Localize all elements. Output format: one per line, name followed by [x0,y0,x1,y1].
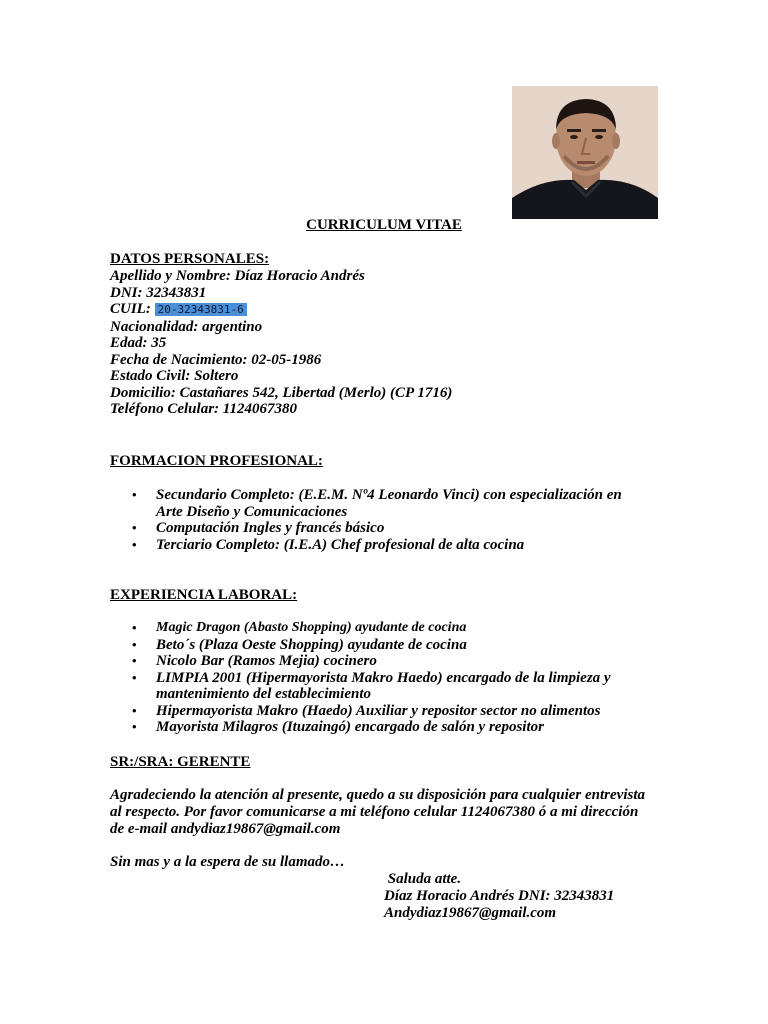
list-item [110,620,650,637]
personal-data-heading: DATOS PERSONALES: [110,251,270,267]
list-item-text: Beto´s (Plaza Oeste Shopping) ayudante de cocina [156,636,467,653]
list-item-text: LIMPIA 2001 (Hipermayorista Makro Haedo) encargado de la limpieza y mantenimiento del establecimiento [156,669,611,702]
list-item-text: Terciario Completo: (I.E.A) Chef profesional de alta cocina [156,536,525,553]
bullet-icon: • [132,620,137,635]
recipient-heading: SR:/SRA: GERENTE [110,754,251,770]
bullet-icon: • [132,636,137,652]
personal-data-list [110,268,452,418]
list-item [110,653,650,670]
closing-paragraph: Agradeciendo la atención al presente, quedo a su disposición para cualquier entrevista al respecto. Por favor comunicarse a mi teléfono celular 1124067380 ó a mi dirección de e-mail andydiaz19867@gmail.com [110,787,646,837]
dni-line: DNI: 32343831 [110,284,207,301]
training-heading: FORMACION PROFESIONAL: [110,453,323,469]
birth-date-line: Fecha de Nacimiento: 02-05-1986 [110,351,322,368]
bullet-icon: • [132,702,137,718]
list-item-text: Hipermayorista Makro (Haedo) Auxiliar y repositor sector no alimentos [156,702,601,719]
bullet-icon: • [132,719,137,734]
experience-heading: EXPERIENCIA LABORAL: [110,587,298,603]
list-item-text: Magic Dragon (Abasto Shopping) ayudante de cocina [156,620,467,635]
age-line: Edad: 35 [110,335,167,351]
bullet-icon: • [132,669,137,685]
list-item-text: Mayorista Milagros (Ituzaingó) encargado de salón y repositor [156,719,544,735]
list-item [110,487,650,520]
list-item [110,703,650,720]
training-list [110,487,650,553]
list-item-text: Nicolo Bar (Ramos Mejia) cocinero [156,653,377,669]
cuil-label: CUIL: [110,301,151,317]
civil-status-line: Estado Civil: Soltero [110,368,239,384]
experience-list [110,620,650,736]
address-line: Domicilio: Castañares 542, Libertad (Merlo) (CP 1716) [110,384,453,401]
bullet-icon: • [132,520,137,535]
bullet-icon: • [132,653,137,668]
signature-email: Andydiaz19867@gmail.com [384,905,557,921]
cuil-line [110,301,452,319]
cuil-value: 20-32343831-6 [155,303,247,316]
list-item [110,637,650,654]
nationality-line: Nacionalidad: argentino [110,318,263,335]
list-item [110,670,650,703]
waiting-line: Sin mas y a la espera de su llamado… [110,854,346,870]
profile-photo [512,86,658,219]
list-item [110,520,650,537]
phone-line: Teléfono Celular: 1124067380 [110,401,297,417]
greeting-line: Saluda atte. [384,871,462,887]
list-item-text: Computación Ingles y francés básico [156,520,385,536]
document-title: CURRICULUM VITAE [306,217,462,233]
signature-block [384,871,614,922]
list-item [110,719,650,736]
list-item-text: Secundario Completo: (E.E.M. Nº4 Leonardo Vinci) con especialización en Arte Diseño y Comunicaciones [156,487,622,520]
full-name-line: Apellido y Nombre: Díaz Horacio Andrés [110,268,365,284]
bullet-icon: • [132,536,137,552]
bullet-icon: • [132,487,137,502]
portrait-image [512,86,658,219]
signature-line: Díaz Horacio Andrés DNI: 32343831 [384,888,615,904]
list-item [110,537,650,554]
